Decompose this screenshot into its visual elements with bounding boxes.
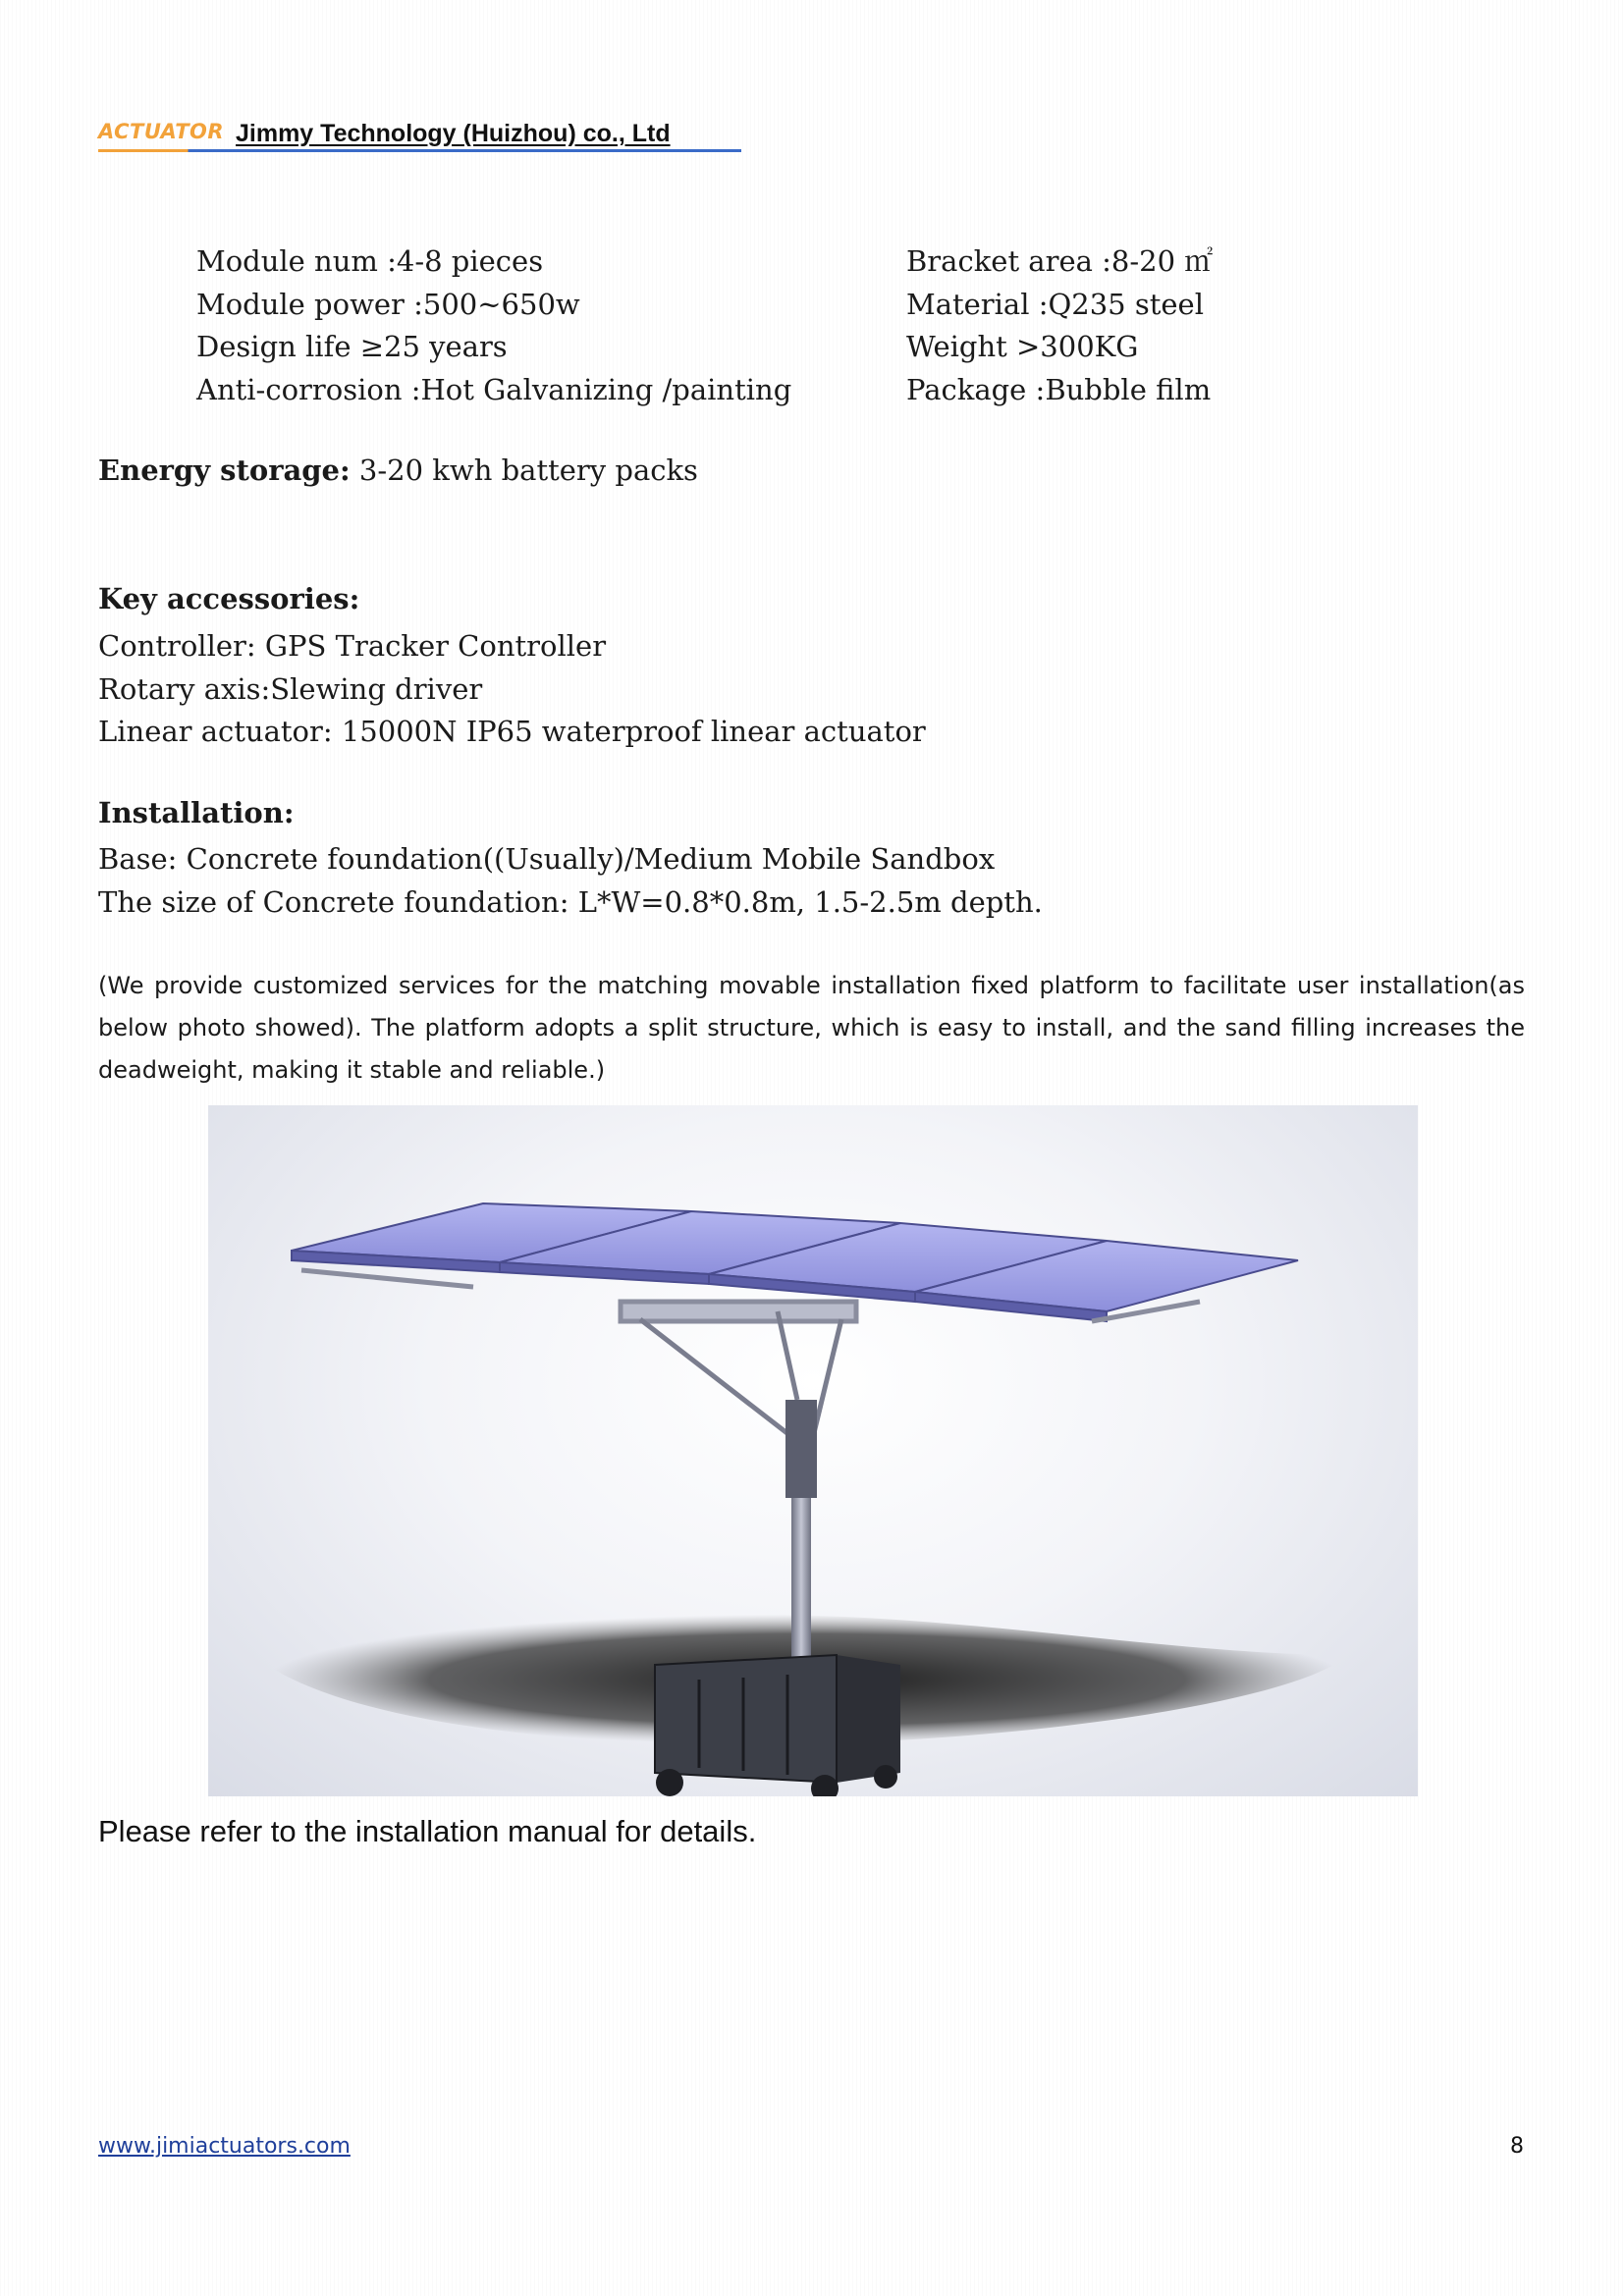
- slewing-drive: [785, 1400, 817, 1498]
- header-rule: [98, 149, 741, 152]
- installation-list: [98, 838, 1043, 924]
- accessory-controller: Controller: GPS Tracker Controller: [98, 629, 607, 663]
- spec-anti-corrosion: Anti-corrosion :Hot Galvanizing /painting: [196, 372, 792, 406]
- solar-tracker-illustration: [208, 1105, 1418, 1796]
- accessory-rotary-axis: Rotary axis:Slewing driver: [98, 671, 483, 706]
- page-number: 8: [1510, 2134, 1524, 2159]
- spec-module-power: Module power :500~650w: [196, 287, 580, 321]
- mobile-sandbox-base: [655, 1655, 900, 1796]
- spec-bracket-area: Bracket area :8-20 ㎡: [906, 244, 1214, 278]
- website-link[interactable]: www.jimiactuators.com: [98, 2134, 351, 2159]
- energy-storage-value: 3-20 kwh battery packs: [350, 454, 698, 487]
- page-header: [98, 120, 741, 151]
- installation-manual-note: Please refer to the installation manual for details.: [98, 1814, 757, 1848]
- installation-title: Installation:: [98, 796, 295, 829]
- key-accessories-list: [98, 625, 926, 754]
- energy-storage-label: Energy storage:: [98, 454, 351, 487]
- spec-design-life: Design life ≥25 years: [196, 330, 508, 363]
- accessory-linear-actuator: Linear actuator: 15000N IP65 waterproof linear actuator: [98, 715, 926, 748]
- spec-column-right: [906, 240, 1213, 411]
- installation-base: Base: Concrete foundation((Usually)/Medium Mobile Sandbox: [98, 842, 996, 876]
- spec-column-left: [196, 240, 791, 411]
- spec-material: Material :Q235 steel: [906, 287, 1204, 321]
- installation-note-paragraph: (We provide customized services for the matching movable installation fixed platform to facilitate user installation(as below photo showed). The platform adopts a split structure, which is easy to install, and the sand filling increases the deadweight, making it stable and reliable.): [98, 972, 1525, 1084]
- spec-package: Package :Bubble film: [906, 372, 1212, 406]
- actuator-logo: ACTUATOR: [98, 120, 225, 143]
- energy-storage-line: [98, 454, 698, 487]
- installation-foundation-size: The size of Concrete foundation: L*W=0.8*0.8m, 1.5-2.5m depth.: [98, 884, 1043, 919]
- spec-module-num: Module num :4-8 pieces: [196, 244, 544, 278]
- company-name: Jimmy Technology (Huizhou) co., Ltd: [236, 120, 671, 147]
- key-accessories-title: Key accessories:: [98, 582, 360, 615]
- spec-weight: Weight >300KG: [906, 330, 1139, 363]
- solar-tracker-render-image: [208, 1105, 1418, 1796]
